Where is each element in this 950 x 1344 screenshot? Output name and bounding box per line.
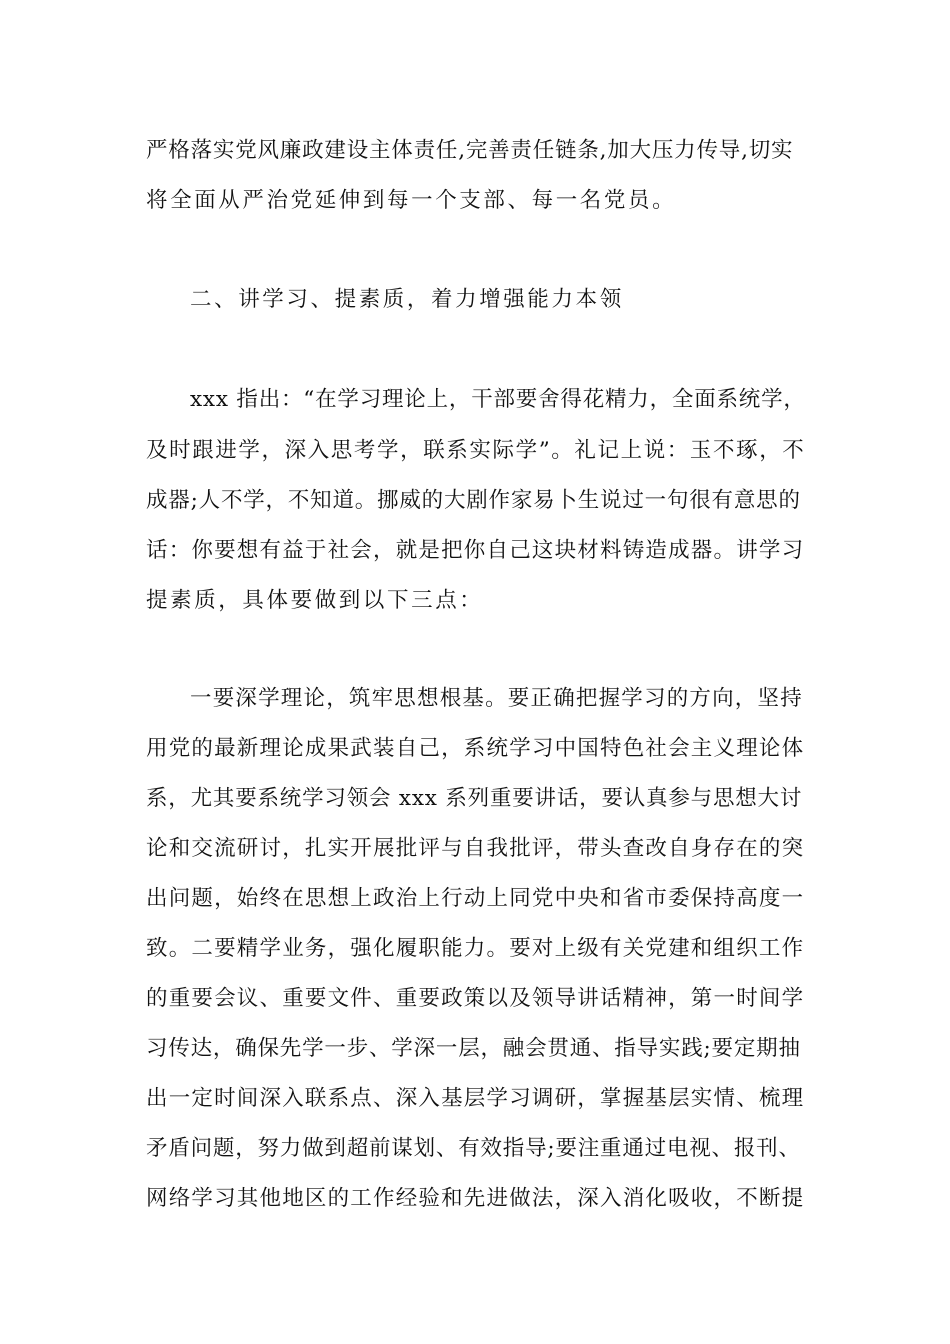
- paragraph-line: 及时跟进学，深入思考学，联系实际学”。礼记上说：玉不琢，不: [146, 438, 806, 463]
- section-heading: 二、讲学习、提素质，着力增强能力本领: [190, 287, 624, 312]
- paragraph-line: 话：你要想有益于社会，就是把你自己这块材料铸造成器。讲学习: [146, 538, 805, 563]
- paragraph-line: 系，尤其要系统学习领会 xxx 系列重要讲话，要认真参与思想大讨: [146, 786, 803, 811]
- paragraph-line: 致。二要精学业务，强化履职能力。要对上级有关党建和组织工作: [146, 936, 805, 961]
- paragraph-line: 一要深学理论，筑牢思想根基。要正确把握学习的方向，坚持: [190, 686, 803, 711]
- paragraph-line: 成器;人不学，不知道。挪威的大剧作家易卜生说过一句很有意思的: [146, 488, 801, 513]
- paragraph-line: 用党的最新理论成果武装自己，系统学习中国特色社会主义理论体: [146, 736, 805, 761]
- paragraph-line: 严格落实党风廉政建设主体责任,完善责任链条,加大压力传导,切实: [146, 138, 794, 163]
- paragraph-line: 出一定时间深入联系点、深入基层学习调研，掌握基层实情、梳理: [146, 1086, 805, 1111]
- paragraph-line: 将全面从严治党延伸到每一个支部、每一名党员。: [146, 188, 677, 213]
- paragraph-line: 矛盾问题，努力做到超前谋划、有效指导;要注重通过电视、报刊、: [146, 1136, 801, 1161]
- paragraph-line: 提素质，具体要做到以下三点：: [146, 588, 484, 613]
- paragraph-line: 习传达，确保先学一步、学深一层，融会贯通、指导实践;要定期抽: [146, 1036, 801, 1061]
- paragraph-line: 网络学习其他地区的工作经验和先进做法，深入消化吸收，不断提: [146, 1186, 805, 1211]
- paragraph-line: xxx 指出：“在学习理论上，干部要舍得花精力，全面系统学，: [190, 387, 806, 412]
- paragraph-line: 的重要会议、重要文件、重要政策以及领导讲话精神，第一时间学: [146, 986, 805, 1011]
- paragraph-line: 论和交流研讨，扎实开展批评与自我批评，带头查改自身存在的突: [146, 836, 805, 861]
- paragraph-line: 出问题，始终在思想上政治上行动上同党中央和省市委保持高度一: [146, 886, 805, 911]
